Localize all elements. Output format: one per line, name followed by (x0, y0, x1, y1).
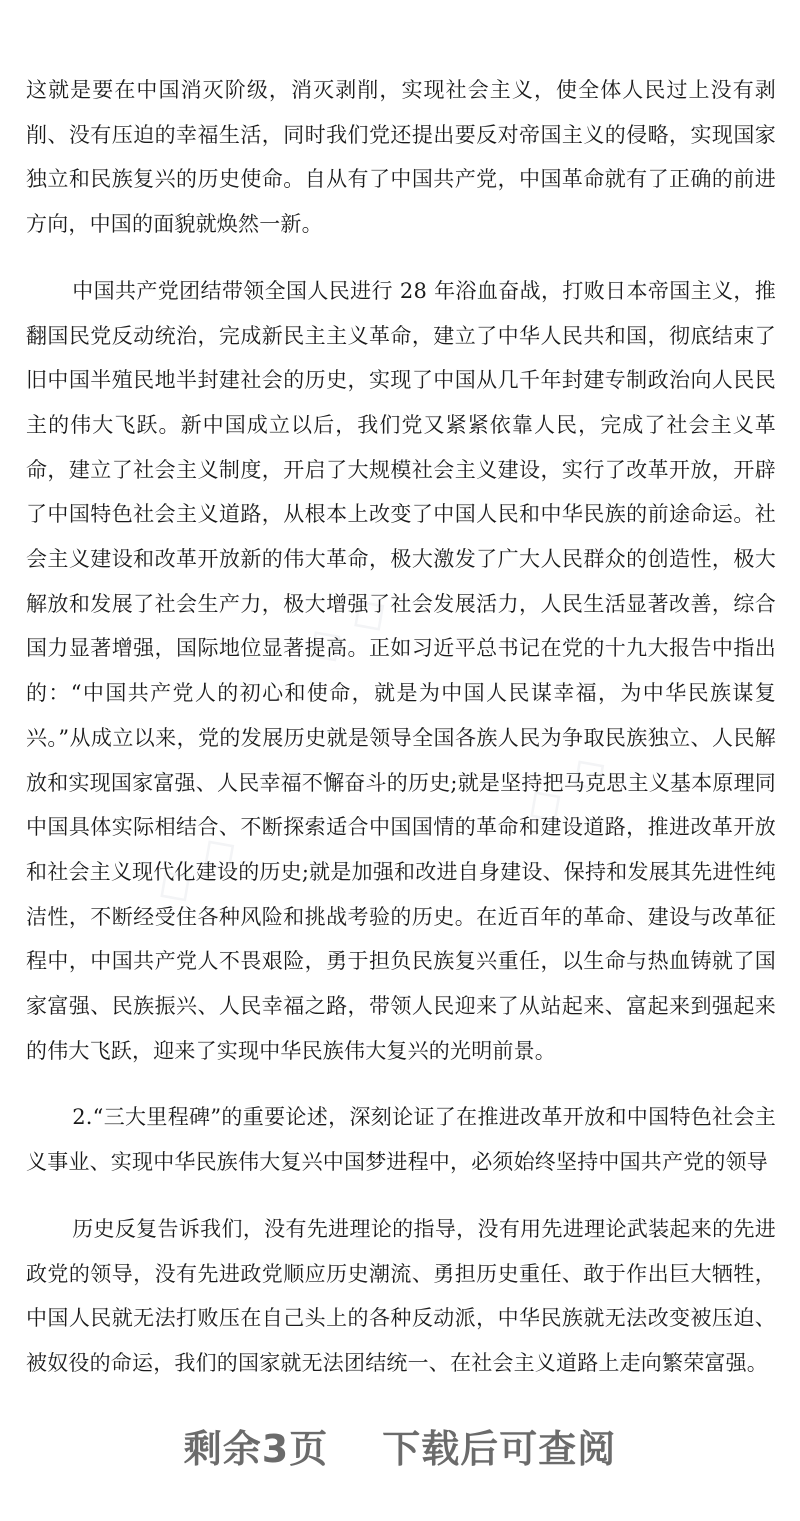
paragraph: 历史反复告诉我们，没有先进理论的指导，没有用先进理论武装起来的先进政党的领导，没有先进政党顺应历史潮流、勇担历史重任、敢于作出巨大牺牲，中国人民就无法打败压在自己头上的各种反动派，中华民族就无法改变被压迫、被奴役的命运，我们的国家就无法团结统一、在社会主义道路上走向繁荣富强。 (26, 1216, 776, 1375)
watermark-logo: ◇ ◇ (512, 739, 619, 837)
paragraph: 这就是要在中国消灭阶级，消灭剥削，实现社会主义，使全体人民过上没有剥削、没有压迫的幸福生活，同时我们党还提出要反对帝国主义的侵略，实现国家独立和民族复兴的历史使命。自从有了中国共产党，中国革命就有了正确的前进方向，中国的面貌就焕然一新。 (26, 78, 776, 237)
paragraph: 中国共产党团结带领全国人民进行 28 年浴血奋战，打败日本帝国主义，推翻国民党反动统治，完成新民主主义革命，建立了中华人民共和国，彻底结束了旧中国半殖民地半封建社会的历史，实现了中国从几千年封建专制政治向人民民主的伟大飞跃。新中国成立以后，我们党又紧紧依靠人民，完成了社会主义革命，建立了社会主义制度，开启了大规模社会主义建设，实行了改革开放，开辟了中国特色社会主义道路，从根本上改变了中国人民和中华民族的前途命运。社会主义建设和改革开放新的伟大革命，极大激发了广大人民群众的创造性，极大解放和发展了社会生产力，极大增强了社会发展活力，人民生活显著改善，综合国力显著增强，国际地位显著提高。正如习近平总书记在党的十九大报告中指出的：“中国共产党人的初心和使命，就是为中国人民谋幸福，为中华民族谋复兴。”从成立以来，党的发展历史就是领导全国各族人民为争取民族独立、人民解放和实现国家富强、人民幸福不懈奋斗的历史;就是坚持把马克思主义基本原理同中国具体实际相结合、不断探索适合中国国情的革命和建设道路，推进改革开放和社会主义现代化建设的历史;就是加强和改进自身建设、保持和发展其先进性纯洁性，不断经受住各种风险和挑战考验的历史。在近百年的革命、建设与改革征程中，中国共产党人不畏艰险，勇于担负民族复兴重任，以生命与热血铸就了国家富强、民族振兴、人民幸福之路，带领人民迎来了从站起来、富起来到强起来的伟大飞跃，迎来了实现中华民族伟大复兴的光明前景。 (26, 278, 776, 1063)
document-body (26, 68, 776, 1386)
watermark-logo: ◇ ◇ (142, 819, 249, 917)
download-banner[interactable] (0, 1418, 800, 1473)
download-prompt-label[interactable]: 下载后可查阅 (382, 1427, 617, 1471)
watermark-logo: ◇ ◇ (292, 579, 399, 677)
remaining-pages-label: 剩余3页 (183, 1427, 329, 1471)
section-heading-paragraph: 2.“三大里程碑”的重要论述，深刻论证了在推进改革开放和中国特色社会主义事业、实现中华民族伟大复兴中国梦进程中，必须始终坚持中国共产党的领导 (26, 1105, 776, 1175)
